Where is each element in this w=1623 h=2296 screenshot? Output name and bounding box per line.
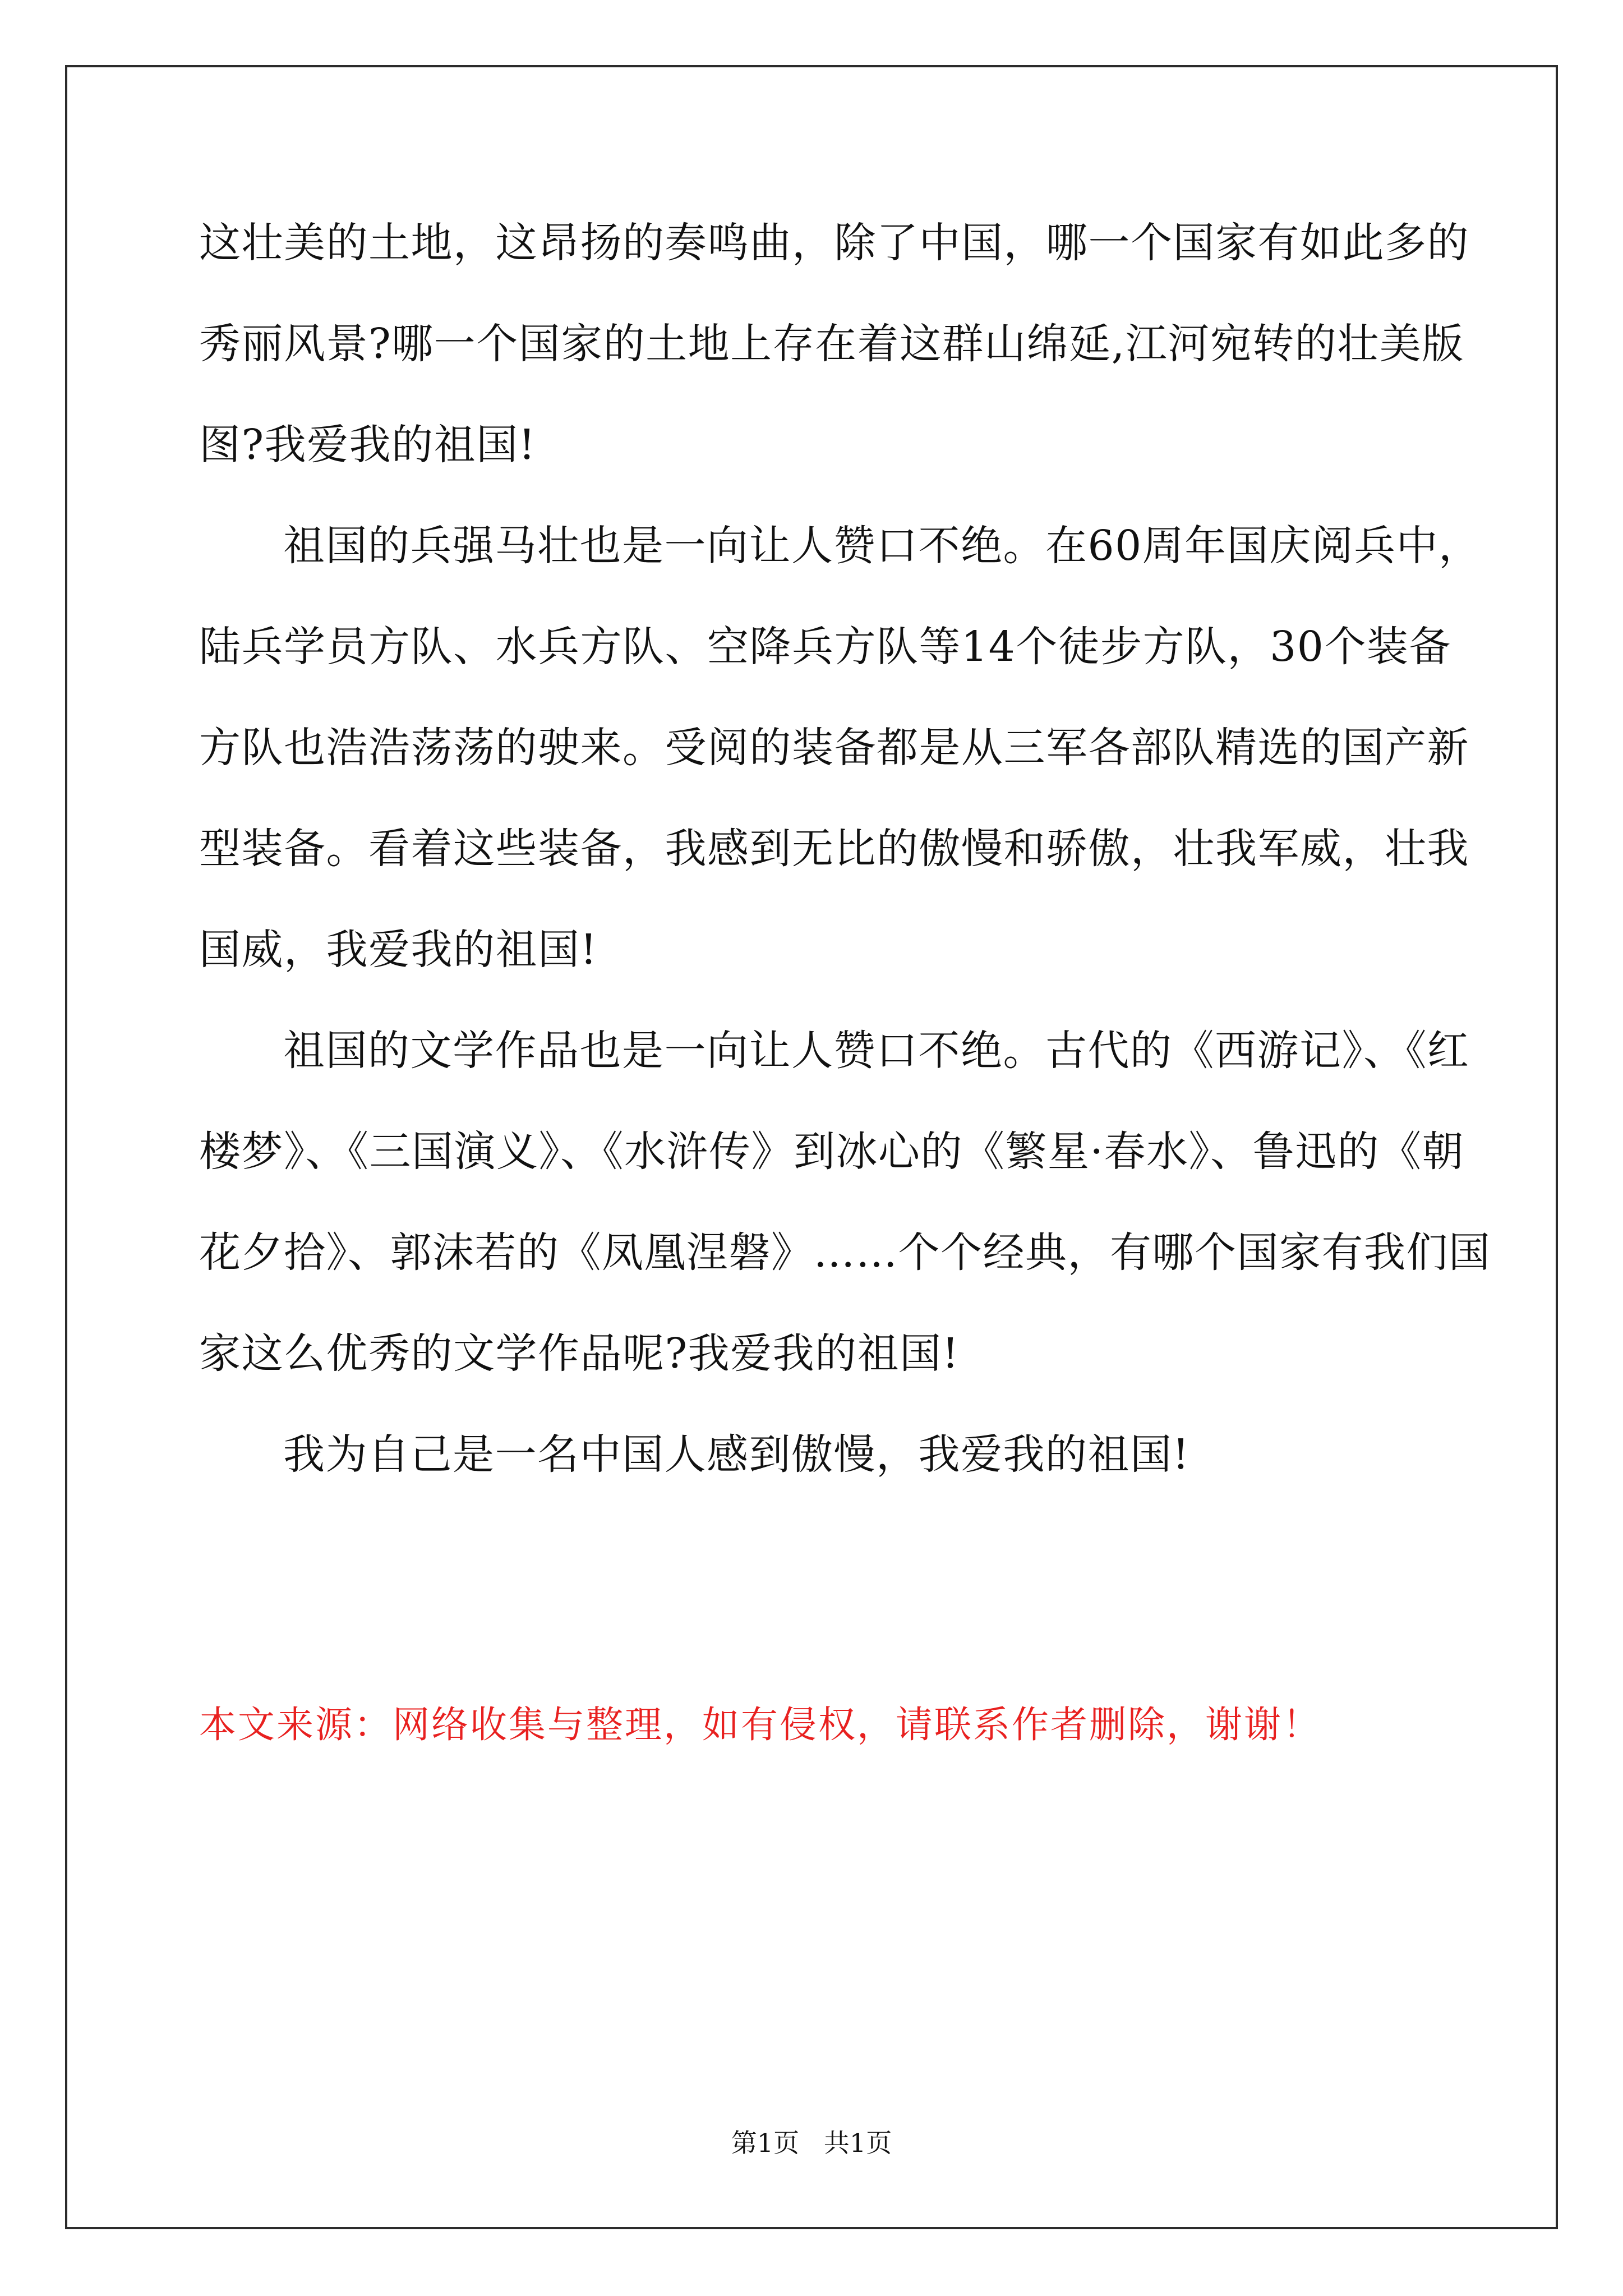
paragraph-first-line: 我为自己是一名中国人感到傲慢，我爱我的祖国! bbox=[283, 1430, 1190, 1479]
text-line: 图?我爱我的祖国! bbox=[199, 421, 536, 469]
text-line: 国威，我爱我的祖国! bbox=[199, 926, 598, 974]
text-line: 秀丽风景?哪一个国家的土地上存在着这群山绵延,江河宛转的壮美版 bbox=[199, 320, 1464, 368]
text-line: 型装备。看着这些装备，我感到无比的傲慢和骄傲，壮我军威，壮我 bbox=[199, 825, 1469, 873]
page-footer: 第1页 共1页 bbox=[731, 2128, 892, 2158]
text-line: 家这么优秀的文学作品呢?我爱我的祖国! bbox=[199, 1329, 960, 1378]
paragraph-first-line: 祖国的文学作品也是一向让人赞口不绝。古代的《西游记》、《红 bbox=[283, 1027, 1470, 1075]
text-line: 楼梦》、《三国演义》、《水浒传》到冰心的《繁星·春水》、鲁迅的《朝 bbox=[199, 1128, 1465, 1176]
paragraph-first-line: 祖国的兵强马壮也是一向让人赞口不绝。在60周年国庆阅兵中， bbox=[283, 522, 1481, 570]
text-line: 陆兵学员方队、水兵方队、空降兵方队等14个徒步方队，30个装备 bbox=[199, 623, 1451, 671]
source-notice: 本文来源：网络收集与整理，如有侵权，请联系作者删除，谢谢！ bbox=[199, 1703, 1321, 1746]
text-line: 方队也浩浩荡荡的驶来。受阅的装备都是从三军各部队精选的国产新 bbox=[199, 724, 1469, 772]
text-line: 这壮美的土地，这昂扬的奏鸣曲，除了中国，哪一个国家有如此多的 bbox=[199, 219, 1469, 267]
text-line: 花夕拾》、郭沫若的《凤凰涅磐》……个个经典，有哪个国家有我们国 bbox=[199, 1228, 1491, 1277]
